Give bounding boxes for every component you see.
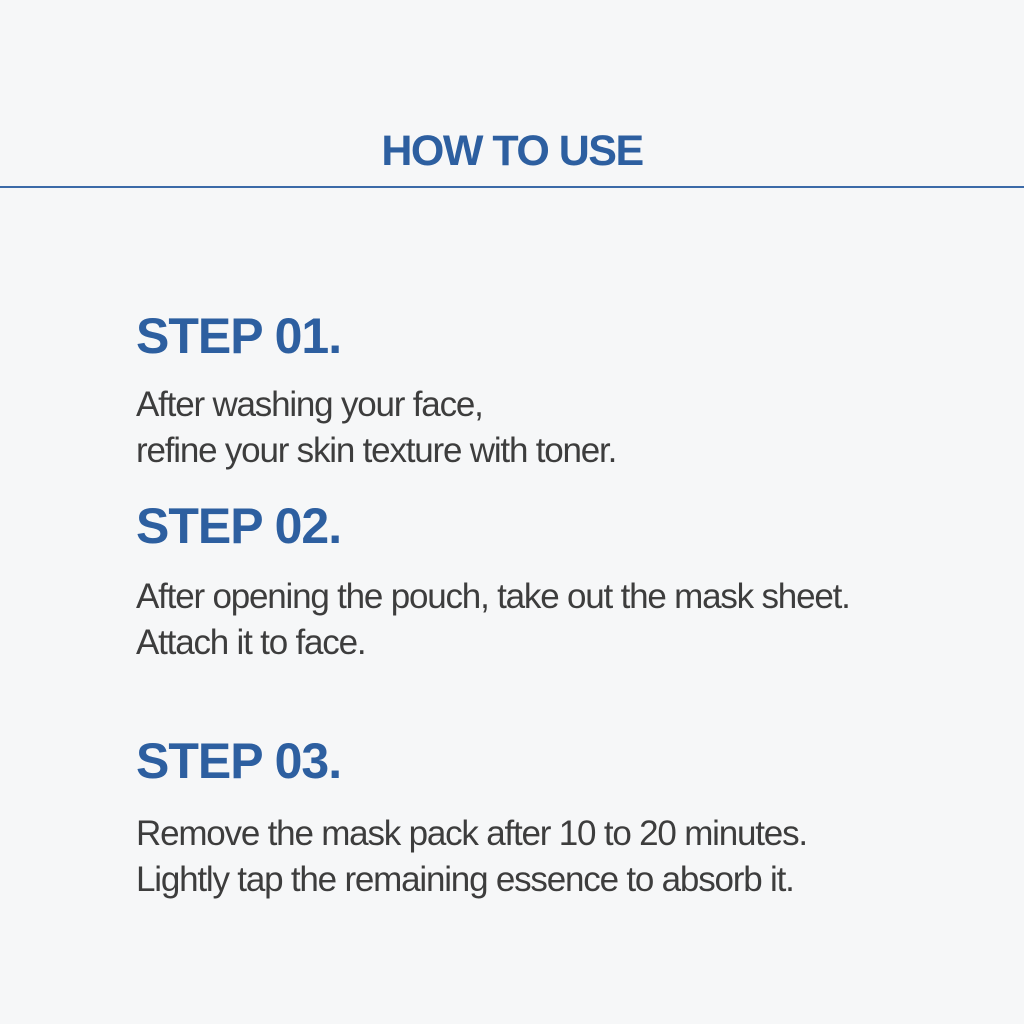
step-line: Lightly tap the remaining essence to absorb it. [136, 860, 794, 899]
step-description [136, 382, 976, 474]
step-line: After opening the pouch, take out the mask sheet. [136, 577, 850, 616]
step-03 [136, 733, 976, 903]
step-description [136, 811, 976, 903]
step-description [136, 574, 976, 666]
step-01 [136, 308, 976, 474]
step-02 [136, 498, 976, 666]
step-line: Remove the mask pack after 10 to 20 minutes. [136, 814, 807, 853]
step-line: After washing your face, [136, 385, 483, 424]
step-heading: STEP 03. [136, 733, 342, 789]
step-line: Attach it to face. [136, 623, 366, 662]
step-heading: STEP 01. [136, 308, 342, 364]
step-heading: STEP 02. [136, 498, 342, 554]
step-line: refine your skin texture with toner. [136, 431, 617, 470]
page-title: HOW TO USE [381, 127, 643, 175]
title-divider [0, 186, 1024, 188]
